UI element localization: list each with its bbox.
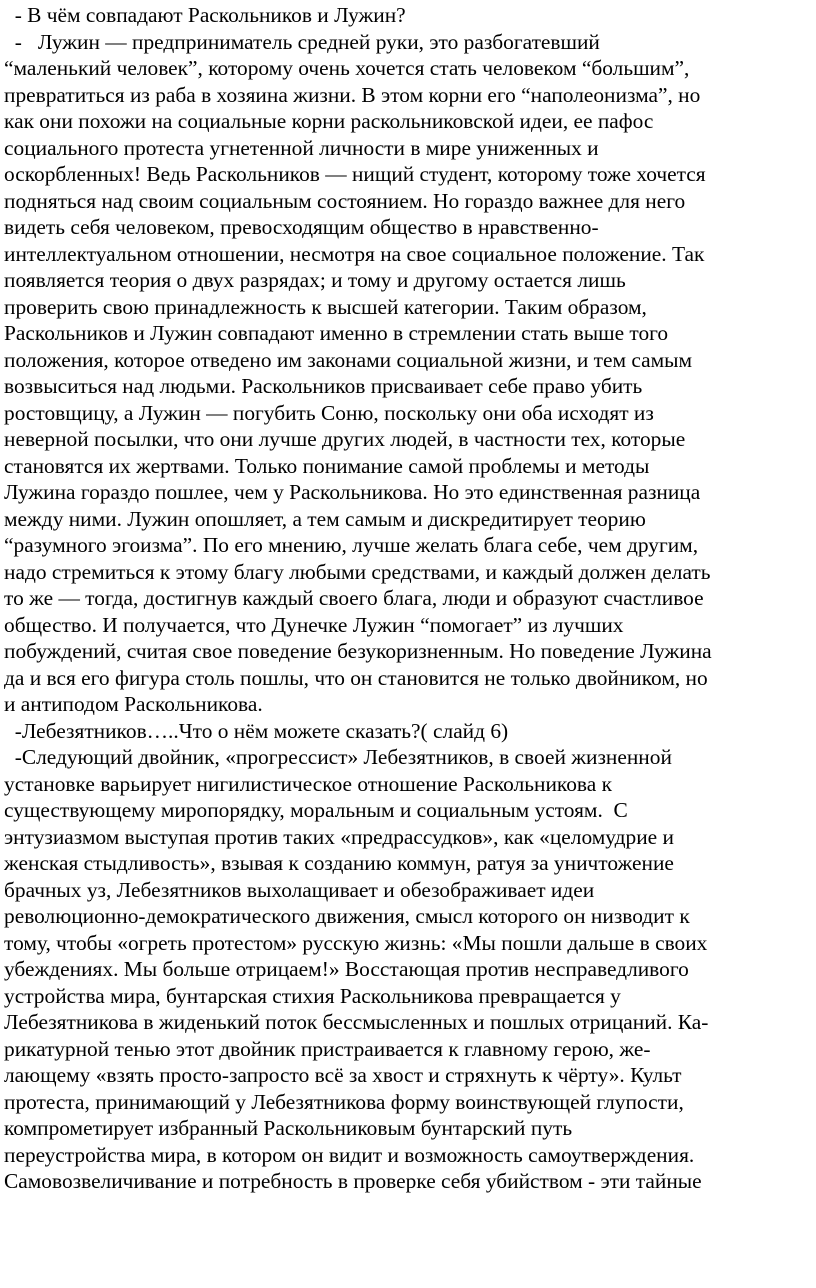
text-line: убеждениях. Мы больше отрицаем!» Восстающая против несправедливого xyxy=(4,957,689,981)
text-line: интеллектуальном отношении, несмотря на свое социальное положение. Так xyxy=(4,241,705,266)
text-line: протеста, принимающий у Лебезятникова форму воинствующей глупости, xyxy=(4,1089,684,1114)
text-line: женская стыдливость», взывая к созданию коммун, ратуя за уничтожение xyxy=(4,851,674,875)
text-line: побуждений, считая свое поведение безукоризненным. Но поведение Лужина xyxy=(4,639,712,663)
text-line: переустройства мира, в котором он видит и возможность самоутверждения. xyxy=(4,1142,695,1167)
text-line: неверной посылки, что они лучше других людей, в частности тех, которые xyxy=(4,427,686,451)
text-line: становятся их жертвами. Только понимание самой проблемы и методы xyxy=(4,453,650,478)
text-line: возвыситься над людьми. Раскольников присваивает себе право убить xyxy=(4,374,643,398)
text-line: появляется теория о двух разрядах; и тому и другому остается лишь xyxy=(4,268,626,292)
text-line: компрометирует избранный Раскольниковым бунтарский путь xyxy=(4,1116,573,1140)
text-line: “маленький человек”, которому очень хочется стать человеком “большим”, xyxy=(4,56,690,80)
text-line: Лужина гораздо пошлее, чем у Раскольникова. Но это единственная разница xyxy=(4,480,701,504)
text-line: оскорбленных! Ведь Раскольников — нищий студент, которому тоже хочется xyxy=(4,162,706,186)
text-line: рикатурной тенью этот двойник пристраивается к главному герою, же- xyxy=(4,1036,651,1061)
text-line: Лебезятникова в жиденький поток бессмысленных и пошлых отрицаний. Ка- xyxy=(4,1010,709,1034)
text-line: брачных уз, Лебезятников выхолащивает и обезображивает идеи xyxy=(4,877,595,902)
text-line: ростовщицу, а Лужин — погубить Соню, поскольку они оба исходят из xyxy=(4,400,654,425)
text-line: и антиподом Раскольникова. xyxy=(4,692,263,716)
text-line: устройства мира, бунтарская стихия Раскольникова превращается у xyxy=(4,983,621,1008)
text-line: видеть себя человеком, превосходящим общество в нравственно- xyxy=(4,215,599,239)
text-line: тому, чтобы «огреть протестом» русскую жизнь: «Мы пошли дальше в своих xyxy=(4,930,708,955)
text-line: -Следующий двойник, «прогрессист» Лебезятников, в своей жизненной xyxy=(4,745,672,769)
text-line: превратиться из раба в хозяина жизни. В этом корни его “наполеонизма”, но xyxy=(4,82,701,107)
text-line: социального протеста угнетенной личности в мире униженных и xyxy=(4,135,599,160)
text-line: Самовозвеличивание и потребность в проверке себя убийством - эти тайные xyxy=(4,1169,702,1193)
text-line: то же — тогда, достигнув каждый своего блага, люди и образуют счастливое xyxy=(4,586,704,610)
text-line: подняться над своим социальным состоянием. Но гораздо важнее для него xyxy=(4,188,686,213)
text-line: установке варьирует нигилистическое отношение Раскольникова к xyxy=(4,771,612,796)
text-line: - Лужин — предприниматель средней руки, это разбогатевший xyxy=(4,29,600,54)
text-line: существующему миропорядку, моральным и социальным устоям. С xyxy=(4,798,628,822)
text-line: лающему «взять просто-запросто всё за хвост и стряхнуть к чёрту». Культ xyxy=(4,1063,682,1087)
text-line: проверить свою принадлежность к высшей категории. Таким образом, xyxy=(4,294,647,319)
text-line: - В чём совпадают Раскольников и Лужин? xyxy=(4,3,406,27)
text-line: между ними. Лужин опошляет, а тем самым и дискредитирует теорию xyxy=(4,506,646,531)
text-line: -Лебезятников…..Что о нём можете сказать?( слайд 6) xyxy=(4,718,509,743)
text-line: Раскольников и Лужин совпадают именно в стремлении стать выше того xyxy=(4,321,669,345)
text-line: надо стремиться к этому благу любыми средствами, и каждый должен делать xyxy=(4,559,711,584)
text-line: “разумного эгоизма”. По его мнению, лучше желать блага себе, чем другим, xyxy=(4,533,699,557)
text-line: революционно-демократического движения, смысл которого он низводит к xyxy=(4,904,690,928)
text-line: да и вся его фигура столь пошлы, что он становится не только двойником, но xyxy=(4,665,708,690)
text-line: положения, которое отведено им законами социальной жизни, и тем самым xyxy=(4,347,693,372)
text-line: общество. И получается, что Дунечке Лужин “помогает” из лучших xyxy=(4,612,624,637)
text-line: энтузиазмом выступая против таких «предрассудков», как «целомудрие и xyxy=(4,824,674,849)
text-line: как они похожи на социальные корни раскольниковской идеи, ее пафос xyxy=(4,109,654,133)
